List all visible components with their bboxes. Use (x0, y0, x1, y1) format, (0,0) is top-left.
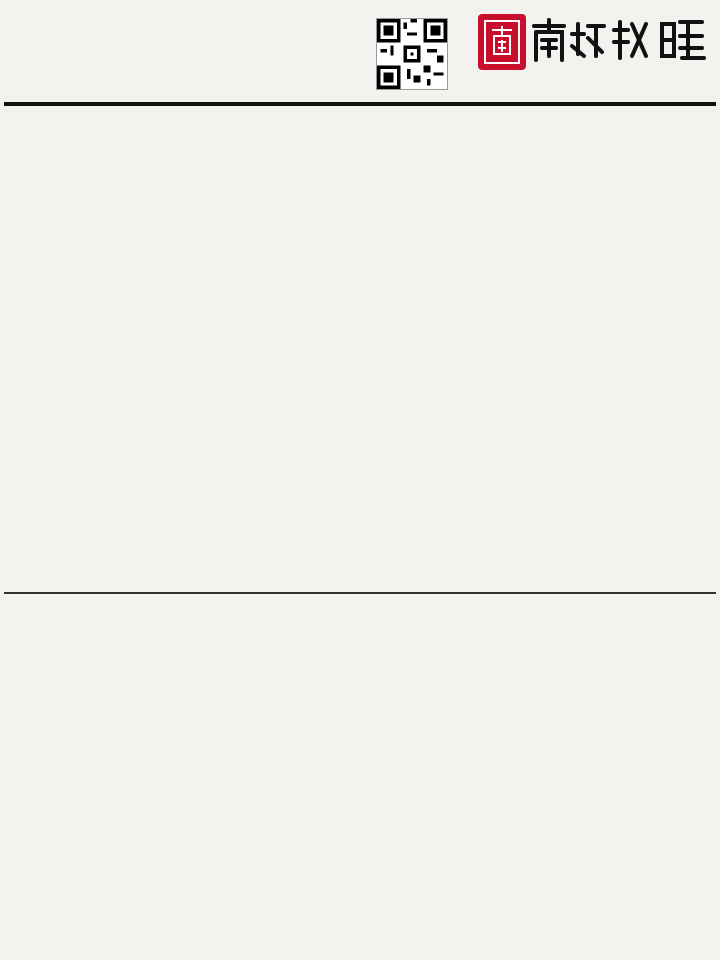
qr-code-icon (376, 18, 448, 90)
red-seal-logo (478, 14, 526, 70)
logo-text (528, 16, 708, 75)
luu-nien-table (4, 592, 716, 594)
pillar-grid (4, 102, 716, 106)
